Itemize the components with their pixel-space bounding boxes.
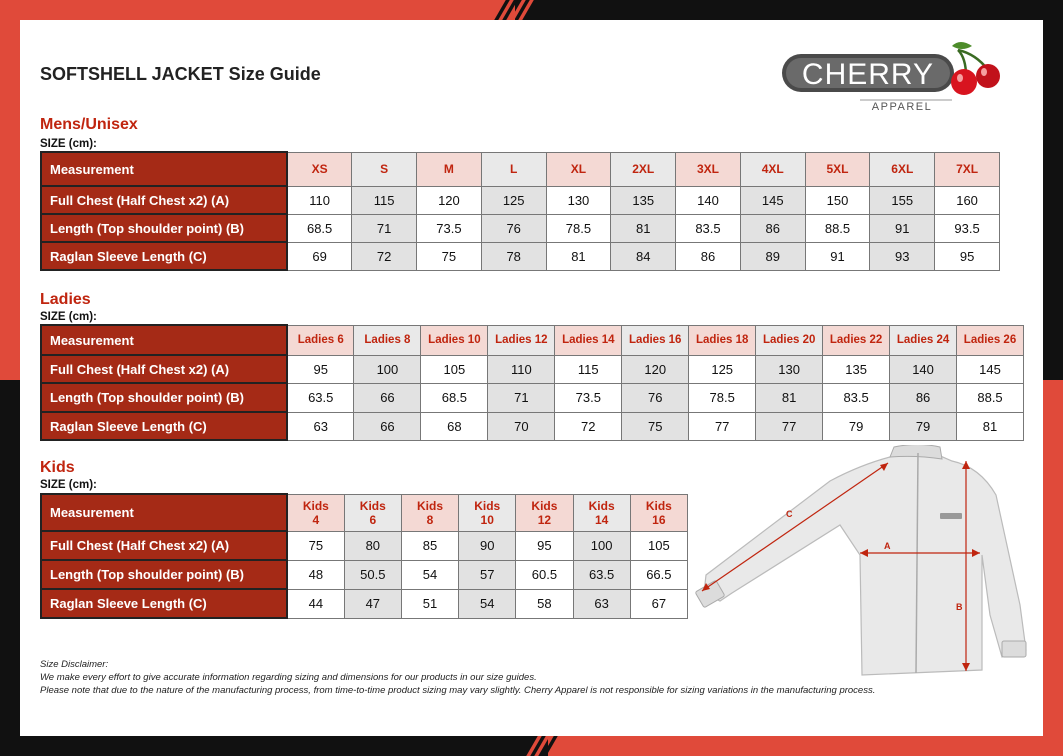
size-value: 105 <box>630 531 687 560</box>
size-value: 44 <box>287 589 344 618</box>
size-value: 81 <box>546 242 611 270</box>
size-value: 72 <box>555 412 622 440</box>
size-value: 77 <box>689 412 756 440</box>
size-value: 91 <box>805 242 870 270</box>
size-value: 75 <box>287 531 344 560</box>
size-header: 2XL <box>611 152 676 186</box>
mens-size-unit: SIZE (cm): <box>40 138 97 150</box>
size-value: 110 <box>488 355 555 383</box>
disclaimer-heading: Size Disclaimer: <box>40 659 109 670</box>
size-value: 110 <box>287 186 352 214</box>
frame-top-dark <box>515 0 1063 20</box>
size-value: 100 <box>573 531 630 560</box>
size-value: 130 <box>756 355 823 383</box>
ladies-header-label: Measurement <box>41 325 287 355</box>
size-header-part: 6 <box>369 512 377 527</box>
size-value: 73.5 <box>417 214 482 242</box>
size-value: 140 <box>676 186 741 214</box>
size-header: Ladies 8 <box>354 325 421 355</box>
size-value: 47 <box>344 589 401 618</box>
size-value: 54 <box>401 560 458 589</box>
size-value: 66 <box>354 383 421 412</box>
size-value: 79 <box>890 412 957 440</box>
page-title: SOFTSHELL JACKET Size Guide <box>40 64 321 84</box>
size-value: 78 <box>481 242 546 270</box>
size-header <box>287 494 344 531</box>
size-value: 155 <box>870 186 935 214</box>
size-value: 84 <box>611 242 676 270</box>
size-value: 86 <box>890 383 957 412</box>
ladies-size-table <box>40 324 1024 441</box>
size-header-part: 4 <box>312 512 320 527</box>
size-value: 125 <box>481 186 546 214</box>
mens-title: Mens/Unisex <box>40 116 138 133</box>
size-header-part: 10 <box>480 512 494 527</box>
size-value: 86 <box>740 214 805 242</box>
size-header <box>573 494 630 531</box>
size-value: 88.5 <box>957 383 1024 412</box>
size-header-part: Kids <box>302 498 329 513</box>
size-value: 135 <box>823 355 890 383</box>
size-header: Ladies 10 <box>421 325 488 355</box>
size-value: 115 <box>352 186 417 214</box>
kids-size-table <box>40 493 688 619</box>
size-value: 63 <box>573 589 630 618</box>
size-header-part: 16 <box>652 512 666 527</box>
table-row <box>41 412 1024 440</box>
table-row <box>41 186 1000 214</box>
brand-name: CHERRY <box>801 58 935 91</box>
size-header-part: Kids <box>588 498 615 513</box>
table-row <box>41 214 1000 242</box>
measurement-label: Length (Top shoulder point) (B) <box>41 214 287 242</box>
size-header-part: Kids <box>531 498 558 513</box>
measurement-label: Length (Top shoulder point) (B) <box>41 560 287 589</box>
size-header: Ladies 14 <box>555 325 622 355</box>
size-header: M <box>417 152 482 186</box>
size-value: 93 <box>870 242 935 270</box>
table-row <box>41 242 1000 270</box>
size-header-part: 12 <box>537 512 552 527</box>
kids-size-unit: SIZE (cm): <box>40 479 97 491</box>
size-header-part: 14 <box>594 512 609 527</box>
size-value: 54 <box>459 589 516 618</box>
size-header: Ladies 24 <box>890 325 957 355</box>
size-header: XS <box>287 152 352 186</box>
size-value: 69 <box>287 242 352 270</box>
size-value: 60.5 <box>516 560 573 589</box>
size-header: 3XL <box>676 152 741 186</box>
size-value: 51 <box>401 589 458 618</box>
size-value: 105 <box>421 355 488 383</box>
table-row <box>41 383 1024 412</box>
size-header: 7XL <box>935 152 1000 186</box>
brand-logo <box>780 40 1010 120</box>
disclaimer-line: We make every effort to give accurate information regarding sizing and dimensions for our products in our size guides. <box>40 672 537 683</box>
size-header: S <box>352 152 417 186</box>
size-value: 150 <box>805 186 870 214</box>
size-header: Ladies 12 <box>488 325 555 355</box>
size-value: 68 <box>421 412 488 440</box>
size-header: 5XL <box>805 152 870 186</box>
label-a: A <box>884 541 891 551</box>
size-value: 50.5 <box>344 560 401 589</box>
size-header <box>401 494 458 531</box>
size-value: 89 <box>740 242 805 270</box>
size-value: 78.5 <box>689 383 756 412</box>
measurement-label: Length (Top shoulder point) (B) <box>41 383 287 412</box>
table-row <box>41 589 688 618</box>
size-value: 67 <box>630 589 687 618</box>
size-value: 76 <box>622 383 689 412</box>
size-value: 160 <box>935 186 1000 214</box>
size-header: Ladies 26 <box>957 325 1024 355</box>
measurement-label: Full Chest (Half Chest x2) (A) <box>41 355 287 383</box>
size-value: 81 <box>957 412 1024 440</box>
size-value: 71 <box>488 383 555 412</box>
ladies-title: Ladies <box>40 291 91 308</box>
size-header: Ladies 18 <box>689 325 756 355</box>
disclaimer-line: Please note that due to the nature of the manufacturing process, from time-to-time product sizing may vary slightly. Cherry Apparel is not responsible for sizing variations in the manufacturing process. <box>40 685 876 696</box>
size-header: L <box>481 152 546 186</box>
size-value: 70 <box>488 412 555 440</box>
size-value: 71 <box>352 214 417 242</box>
size-value: 66.5 <box>630 560 687 589</box>
size-value: 93.5 <box>935 214 1000 242</box>
size-value: 145 <box>957 355 1024 383</box>
size-value: 66 <box>354 412 421 440</box>
size-value: 95 <box>935 242 1000 270</box>
size-header <box>344 494 401 531</box>
size-value: 48 <box>287 560 344 589</box>
size-value: 91 <box>870 214 935 242</box>
size-value: 88.5 <box>805 214 870 242</box>
size-header-part: Kids <box>417 498 444 513</box>
mens-size-table <box>40 151 1000 271</box>
table-row <box>41 355 1024 383</box>
mens-header-label: Measurement <box>41 152 287 186</box>
measurement-label: Full Chest (Half Chest x2) (A) <box>41 531 287 560</box>
size-disclaimer <box>40 658 875 697</box>
size-value: 95 <box>287 355 354 383</box>
size-value: 130 <box>546 186 611 214</box>
size-value: 145 <box>740 186 805 214</box>
size-header: 6XL <box>870 152 935 186</box>
size-value: 95 <box>516 531 573 560</box>
size-header-part: 8 <box>426 512 434 527</box>
size-header-part: Kids <box>645 498 672 513</box>
size-value: 72 <box>352 242 417 270</box>
size-value: 58 <box>516 589 573 618</box>
size-value: 135 <box>611 186 676 214</box>
label-b: B <box>956 602 963 612</box>
jacket-diagram-icon <box>690 445 1035 680</box>
size-value: 73.5 <box>555 383 622 412</box>
kids-header-label: Measurement <box>41 494 287 531</box>
size-value: 100 <box>354 355 421 383</box>
size-header <box>630 494 687 531</box>
size-value: 78.5 <box>546 214 611 242</box>
size-value: 75 <box>417 242 482 270</box>
size-value: 76 <box>481 214 546 242</box>
size-value: 68.5 <box>287 214 352 242</box>
size-value: 63.5 <box>573 560 630 589</box>
size-value: 125 <box>689 355 756 383</box>
size-header <box>459 494 516 531</box>
size-header <box>516 494 573 531</box>
size-header-part: Kids <box>359 498 386 513</box>
size-value: 57 <box>459 560 516 589</box>
ladies-size-unit: SIZE (cm): <box>40 311 97 323</box>
size-value: 140 <box>890 355 957 383</box>
measurement-label: Raglan Sleeve Length (C) <box>41 242 287 270</box>
size-header-part: Kids <box>474 498 501 513</box>
size-header: 4XL <box>740 152 805 186</box>
cherry-icon <box>951 42 1000 95</box>
size-value: 81 <box>611 214 676 242</box>
size-value: 120 <box>417 186 482 214</box>
size-value: 77 <box>756 412 823 440</box>
size-value: 120 <box>622 355 689 383</box>
size-value: 68.5 <box>421 383 488 412</box>
frame-right <box>1043 0 1063 756</box>
frame-bottom-accent <box>548 736 1063 756</box>
table-row <box>41 560 688 589</box>
size-value: 63 <box>287 412 354 440</box>
brand-sub: APPAREL <box>871 101 933 113</box>
size-value: 81 <box>756 383 823 412</box>
size-value: 80 <box>344 531 401 560</box>
size-header: Ladies 20 <box>756 325 823 355</box>
measurement-label: Full Chest (Half Chest x2) (A) <box>41 186 287 214</box>
size-header: Ladies 22 <box>823 325 890 355</box>
size-value: 63.5 <box>287 383 354 412</box>
measurement-label: Raglan Sleeve Length (C) <box>41 412 287 440</box>
size-value: 85 <box>401 531 458 560</box>
size-value: 79 <box>823 412 890 440</box>
size-value: 83.5 <box>676 214 741 242</box>
size-header: Ladies 16 <box>622 325 689 355</box>
table-row <box>41 531 688 560</box>
size-header: XL <box>546 152 611 186</box>
size-value: 75 <box>622 412 689 440</box>
label-c: C <box>786 509 793 519</box>
size-header: Ladies 6 <box>287 325 354 355</box>
frame-left <box>0 0 20 756</box>
size-value: 90 <box>459 531 516 560</box>
size-value: 83.5 <box>823 383 890 412</box>
size-value: 115 <box>555 355 622 383</box>
size-value: 86 <box>676 242 741 270</box>
measurement-label: Raglan Sleeve Length (C) <box>41 589 287 618</box>
kids-title: Kids <box>40 459 75 476</box>
